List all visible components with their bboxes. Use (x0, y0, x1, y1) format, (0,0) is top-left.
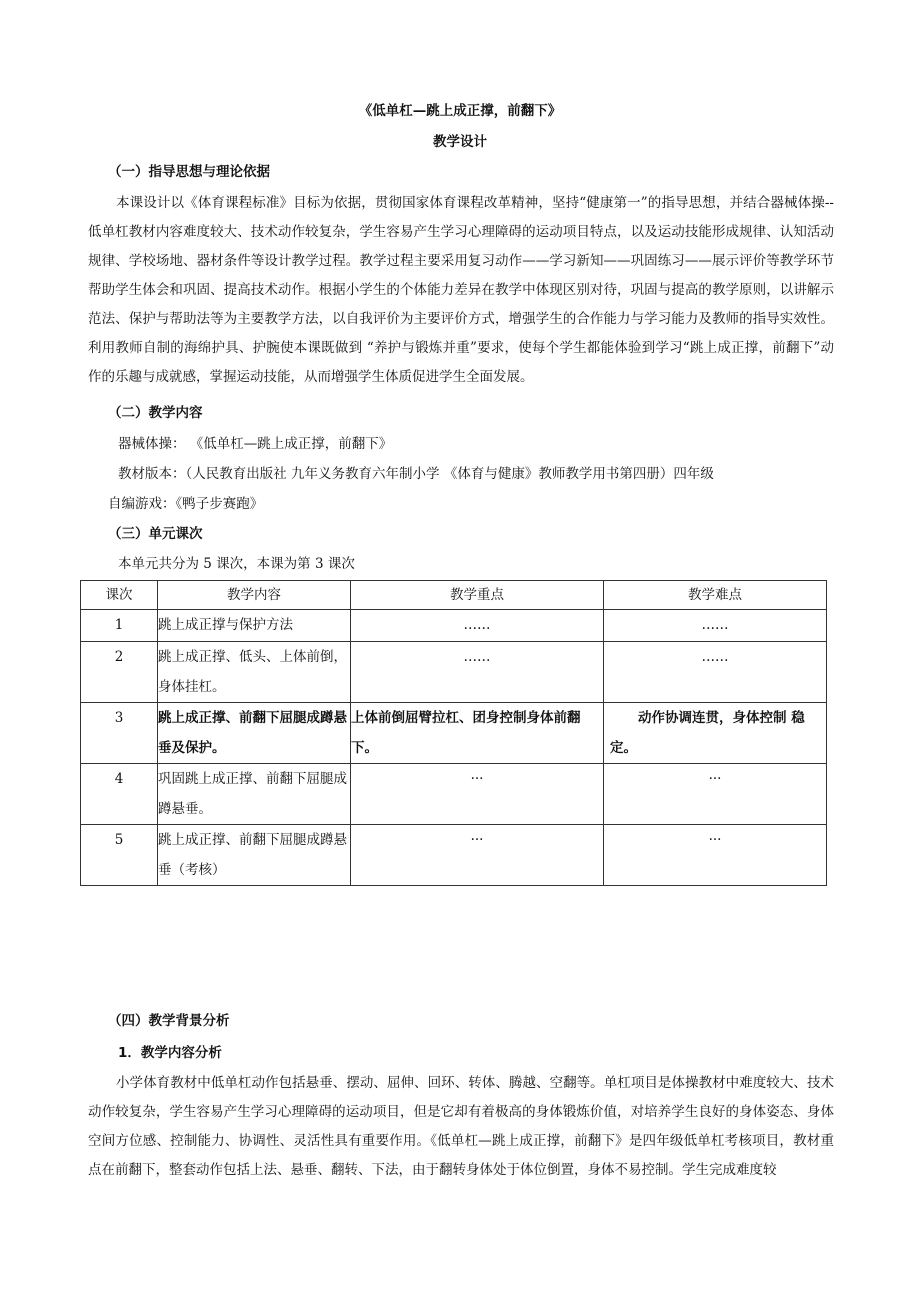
lesson-content: 跳上成正撑、低头、上体前倒，身体挂杠。 (158, 642, 351, 703)
section-heading-unit-lessons: （三）单元课次 (108, 526, 203, 542)
content-apparatus-line: 器械体操： 《低单杠—跳上成正撑，前翻下》 (118, 436, 393, 452)
lesson-number: 5 (81, 825, 158, 886)
lesson-key-point: ··· (351, 825, 604, 886)
lesson-difficulty (604, 703, 827, 764)
table-row (81, 642, 827, 703)
table-header-row (81, 581, 827, 610)
unit-intro-line: 本单元共分为 5 课次，本课为第 3 课次 (118, 556, 355, 572)
document-subtitle: 教学设计 (433, 134, 487, 150)
lesson-number: 4 (81, 764, 158, 825)
lesson-number: 3 (81, 703, 158, 764)
lesson-key-point: 上体前倒屈臂拉杠、团身控制身体前翻下。 (351, 703, 604, 764)
table-header-cell: 教学难点 (604, 581, 827, 610)
content-game-line: 自编游戏：《鸭子步赛跑》 (108, 496, 264, 512)
lesson-number: 1 (81, 610, 158, 642)
section-heading-background-analysis: （四）教学背景分析 (108, 1013, 230, 1029)
table-row (81, 764, 827, 825)
lesson-key-point: …… (351, 610, 604, 642)
lesson-content: 巩固跳上成正撑、前翻下屈腿成蹲悬垂。 (158, 764, 351, 825)
lesson-difficulty: ··· (604, 825, 827, 886)
guiding-thought-paragraph: 本课设计以《体育课程标准》目标为依据，贯彻国家体育课程改革精神，坚持“健康第一”的指导思想，并结合器械体操--低单杠教材内容难度较大、技术动作较复杂，学生容易产生学习心理障碍的运动项目特点，以及运动技能形成规律、认知活动规律、学校场地、器材条件等设计教学过程。教学过程主要采用复习动作——学习新知——巩固练习——展示评价等教学环节帮助学生体会和巩固、提高技术动作。根据小学生的个体能力差异在教学中体现区别对待，巩固与提高的教学原则，以讲解示范法、保护与帮助法等为主要教学方法，以自我评价为主要评价方式，增强学生的合作能力与学习能力及教师的指导实效性。利用教师自制的海绵护具、护腕使本课既做到 “养护与锻炼并重”要求，使每个学生都能体验到学习“跳上成正撑，前翻下”动作的乐趣与成就感，掌握运动技能，从而增强学生体质促进学生全面发展。 (88, 195, 834, 385)
lesson-key-point: ··· (351, 764, 604, 825)
content-textbook-line: 教材版本：（人民教育出版社 九年义务教育六年制小学 《体育与健康》教师教学用书第四册）四年级 (118, 466, 714, 482)
lesson-key-point: …… (351, 642, 604, 703)
table-row-current-lesson (81, 703, 827, 764)
lesson-difficulty-line: 动作协调连贯，身体控制 (638, 710, 787, 726)
document-title: 《低单杠—跳上成正撑，前翻下》 (358, 103, 562, 119)
unit-lessons-table (80, 580, 827, 886)
section-heading-teaching-content: （二）教学内容 (108, 405, 203, 421)
lesson-difficulty-line: 稳定。 (610, 710, 805, 756)
section-heading-guiding-thought: （一）指导思想与理论依据 (108, 164, 270, 180)
content-analysis-paragraph: 小学体育教材中低单杠动作包括悬垂、摆动、屈伸、回环、转体、腾越、空翻等。单杠项目是体操教材中难度较大、技术动作较复杂，学生容易产生学习心理障碍的运动项目，但是它却有着极高的身体锻炼价值，对培养学生良好的身体姿态、身体空间方位感、控制能力、协调性、灵活性具有重要作用。《低单杠—跳上成正撑，前翻下》是四年级低单杠考核项目，教材重点在前翻下，整套动作包括上法、悬垂、翻转、下法，由于翻转身体处于体位倒置，身体不易控制。学生完成难度较 (88, 1075, 834, 1178)
lesson-difficulty: …… (604, 610, 827, 642)
lesson-difficulty: ··· (604, 764, 827, 825)
lesson-content: 跳上成正撑、前翻下屈腿成蹲悬垂（考核） (158, 825, 351, 886)
lesson-content: 跳上成正撑、前翻下屈腿成蹲悬垂及保护。 (158, 703, 351, 764)
table-header-cell: 课次 (81, 581, 158, 610)
table-header-cell: 教学内容 (158, 581, 351, 610)
table-row (81, 825, 827, 886)
lesson-difficulty: …… (604, 642, 827, 703)
table-header-cell: 教学重点 (351, 581, 604, 610)
lesson-number: 2 (81, 642, 158, 703)
table-row (81, 610, 827, 642)
lesson-content: 跳上成正撑与保护方法 (158, 610, 351, 642)
subheading-content-analysis: 1．教学内容分析 (118, 1045, 222, 1061)
